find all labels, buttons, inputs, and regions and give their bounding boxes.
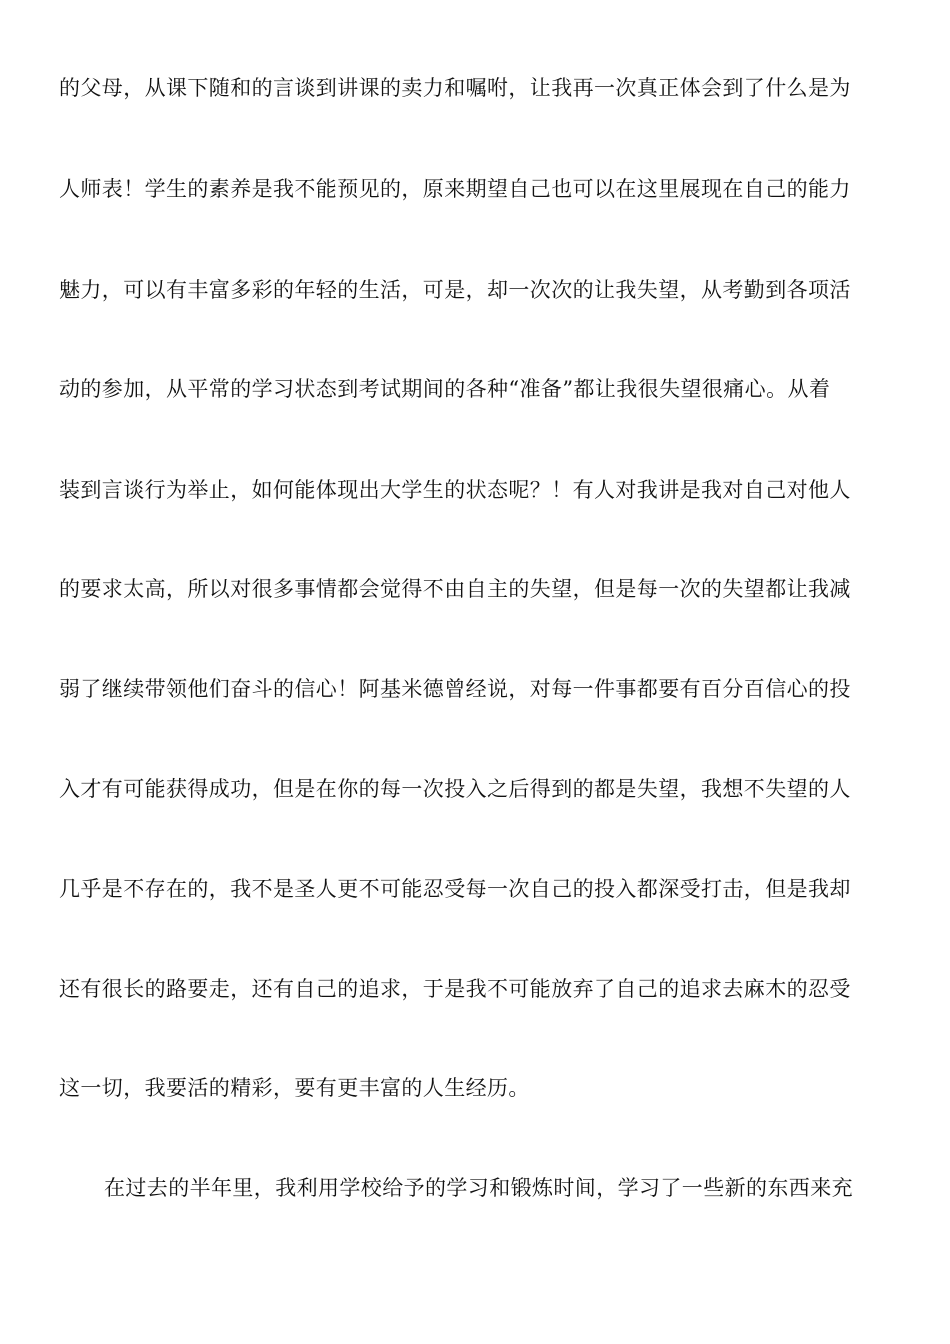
text-line: 入才有可能获得成功，但是在你的每一次投入之后得到的都是失望，我想不失望的人: [59, 777, 851, 801]
text-line: 这一切，我要活的精彩，要有更丰富的人生经历。: [59, 1076, 530, 1100]
text-line: 的父母，从课下随和的言谈到讲课的卖力和嘱咐，让我再一次真正体会到了什么是为: [59, 76, 851, 100]
text-line: 在过去的半年里，我利用学校给予的学习和锻炼时间，学习了一些新的东西来充: [104, 1176, 853, 1200]
text-line: 人师表！学生的素养是我不能预见的，原来期望自己也可以在这里展现在自己的能力: [59, 177, 851, 201]
text-line: 魅力，可以有丰富多彩的年轻的生活，可是，却一次次的让我失望，从考勤到各项活: [59, 278, 851, 302]
text-line: 还有很长的路要走，还有自己的追求，于是我不可能放弃了自己的追求去麻木的忍受: [59, 977, 851, 1001]
text-line: 装到言谈行为举止，如何能体现出大学生的状态呢？！有人对我讲是我对自己对他人: [59, 478, 851, 502]
text-line: 几乎是不存在的，我不是圣人更不可能忍受每一次自己的投入都深受打击，但是我却: [59, 877, 851, 901]
text-line: 弱了继续带领他们奋斗的信心！阿基米德曾经说，对每一件事都要有百分百信心的投: [59, 677, 851, 701]
text-line: 动的参加，从平常的学习状态到考试期间的各种“准备”都让我很失望很痛心。从着: [59, 377, 831, 401]
text-line: 的要求太高，所以对很多事情都会觉得不由自主的失望，但是每一次的失望都让我减: [59, 577, 851, 601]
